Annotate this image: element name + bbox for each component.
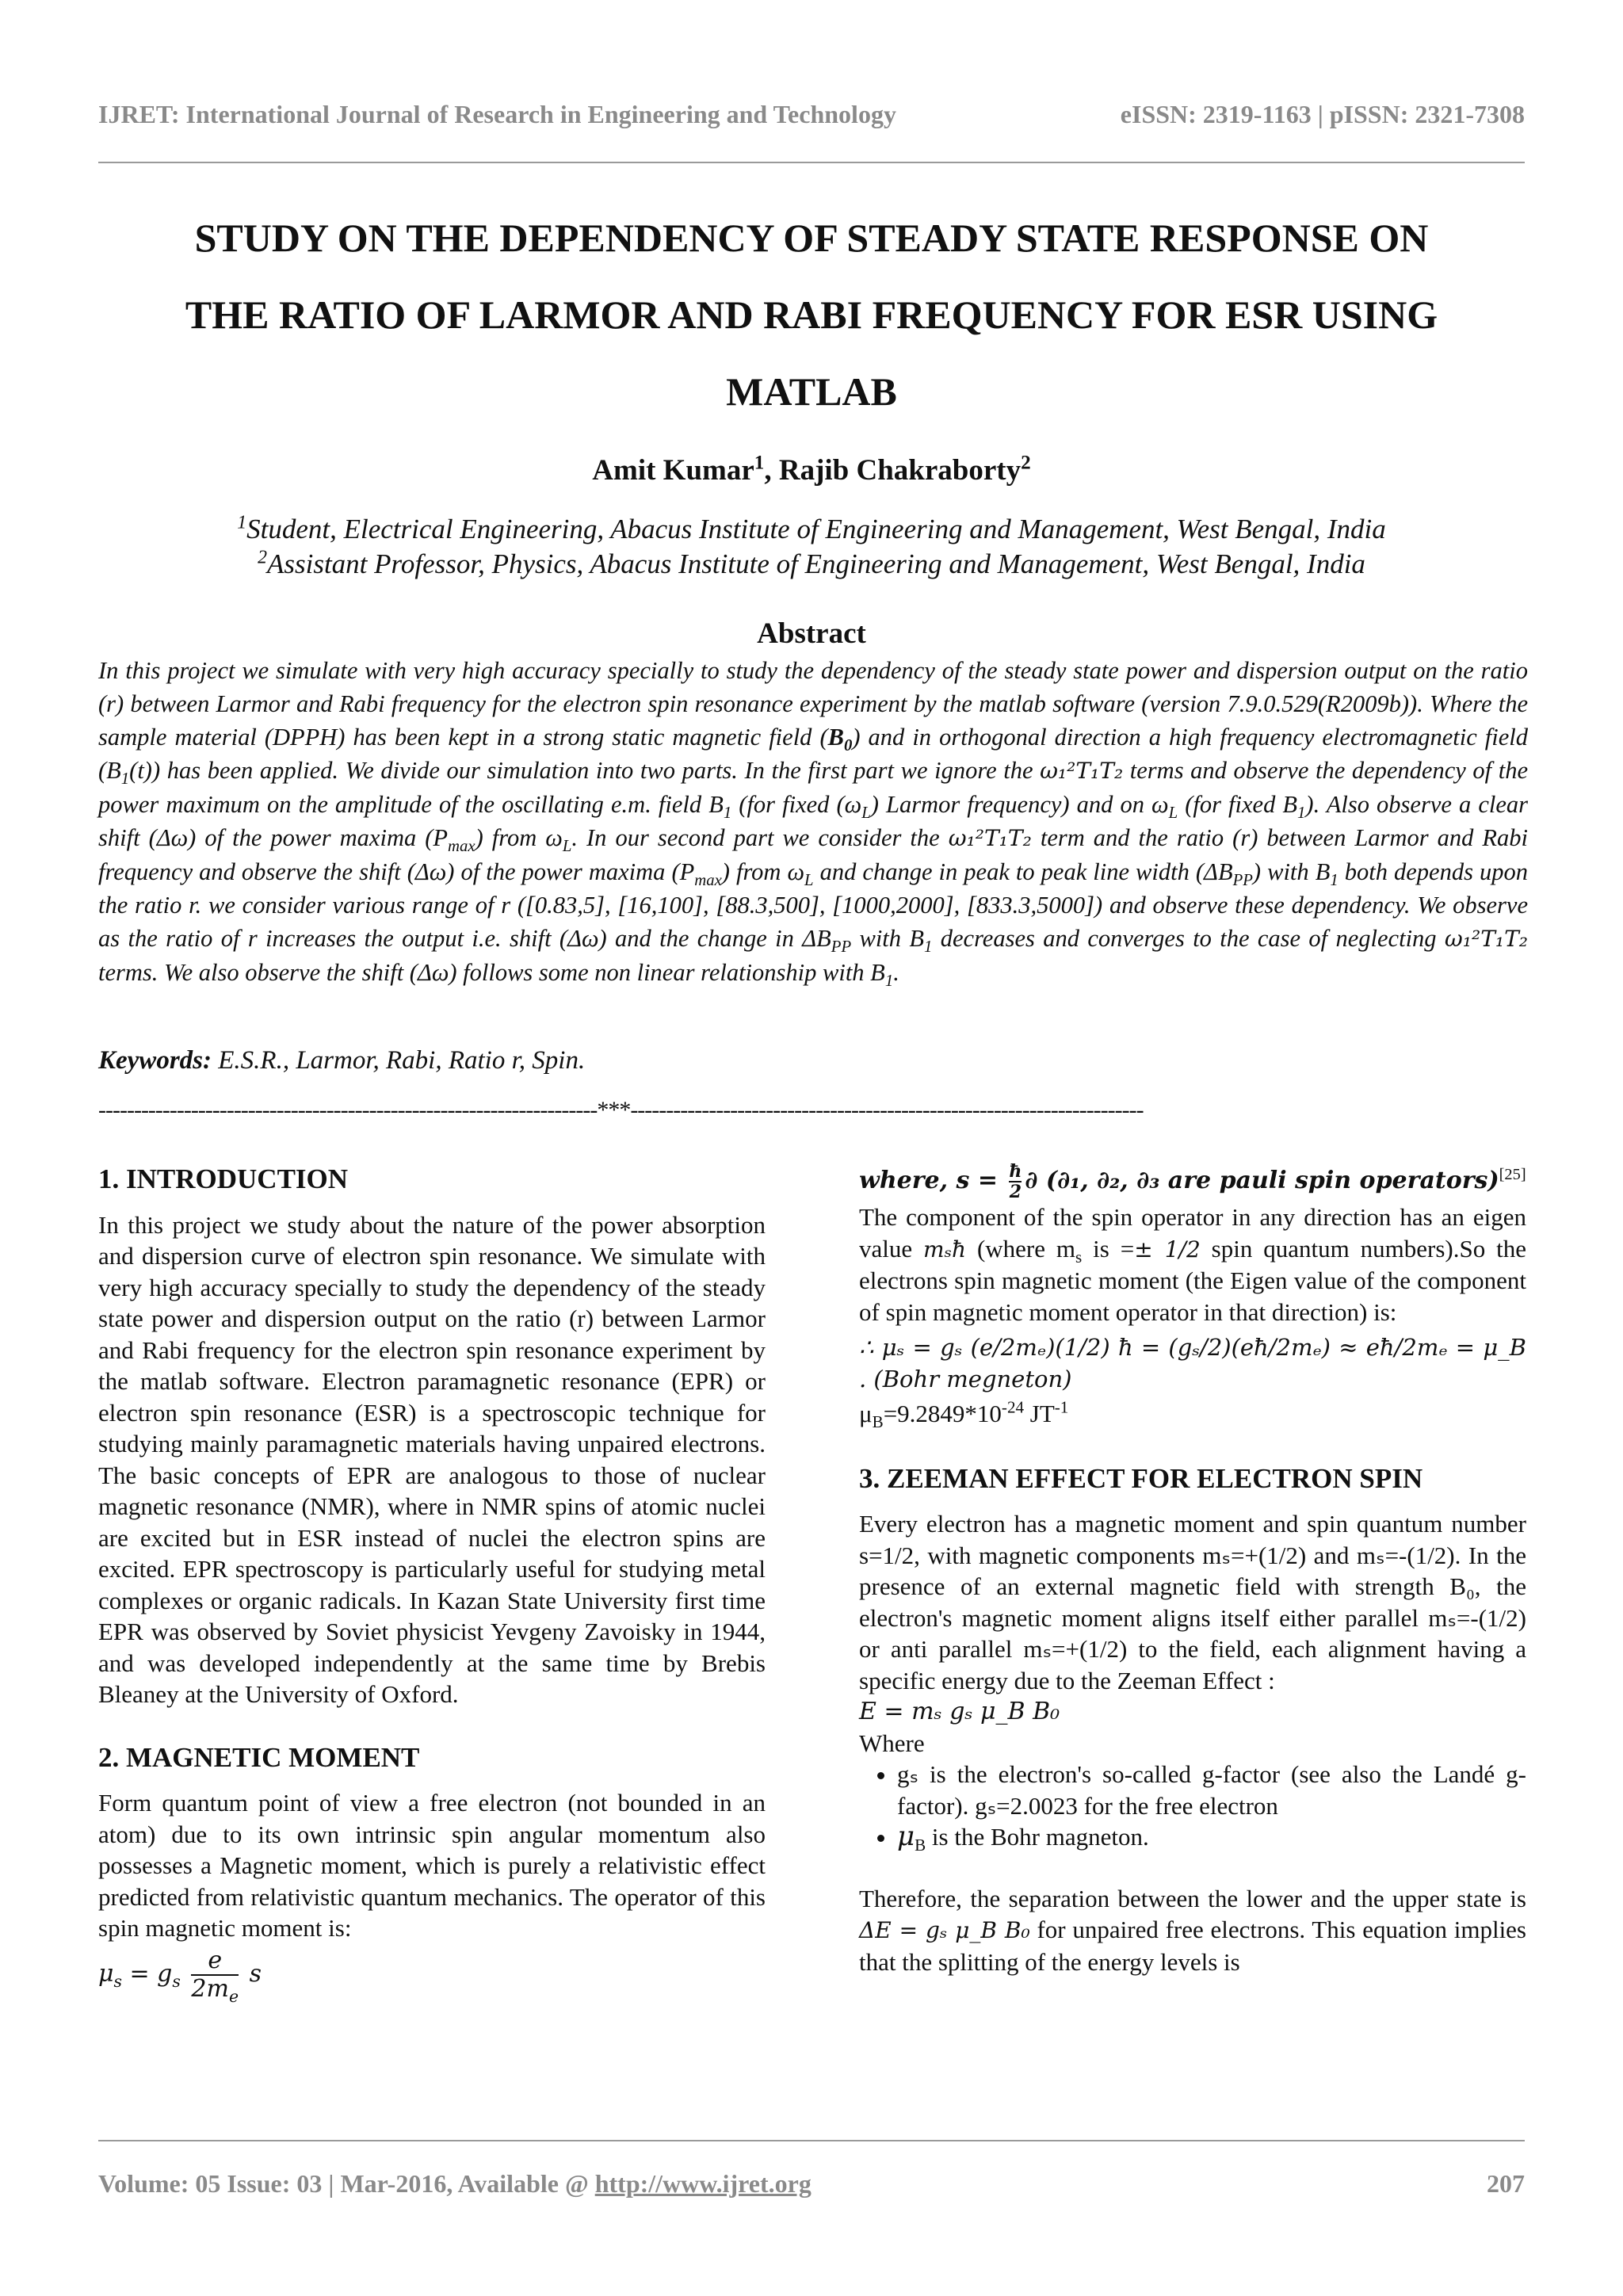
omega-term: ω₁²T₁T₂ bbox=[948, 825, 1032, 851]
omega-term: ω₁²T₁T₂ bbox=[1444, 926, 1528, 952]
affiliation-1 bbox=[98, 514, 1525, 545]
omega-term: ω₁²T₁T₂ bbox=[1040, 758, 1124, 784]
eigen-value-text: The component of the spin operator in any direction has an eigen value mₛħ (where $m_s$ is =± 1/2 spin quantum numbers).So the electrons spin magnetic moment (the Eigen value of the component of spin magnetic moment operator in that direction) is: bbox=[859, 1203, 1526, 1326]
list-item: • gₛ is the electron's so-called g-factor (see also the Landé g-factor). gₛ=2.0023 for the free electron bbox=[897, 1759, 1526, 1821]
spin-moment-equation: $\mu_s = g_s$ $\frac{e}{2m_e}$ s bbox=[98, 1946, 262, 2006]
section-2-text: Form quantum point of view a free electron (not bounded in an atom) due to its own intrinsic spin angular momentum also possesses a Magnetic moment, which is purely a relativistic effect predicted from relativistic quantum mechanics. The operator of this spin magnetic moment is: bbox=[98, 1789, 766, 1942]
author-1: Amit Kumar bbox=[592, 454, 754, 487]
affiliation-2-sup: 2 bbox=[258, 547, 267, 568]
section-3-heading: 3. ZEEMAN EFFECT FOR ELECTRON SPIN bbox=[859, 1462, 1423, 1494]
keywords-text: E.S.R., Larmor, Rabi, Ratio r, Spin. bbox=[212, 1046, 586, 1075]
title-line-1: STUDY ON THE DEPENDENCY OF STEADY STATE RESPONSE ON bbox=[194, 216, 1429, 260]
spin-operator-equation: where, s = $\frac{ħ}{2}$ ∂ (∂₁, ∂₂, ∂₃ are pauli spin operators)[25] bbox=[859, 1161, 1526, 1202]
bohr-magneton-equation: ∴ μₛ = gₛ (e/2mₑ)(1/2) ħ = (gₛ/2)(eħ/2mₑ) ≈ eħ/2mₑ = μ_B . (Bohr megneton) bbox=[859, 1334, 1526, 1392]
separation-text: Therefore, the separation between the lower and the upper state is ΔE = gₛ μ_B B₀ for unpaired free electrons. This equation implies that the splitting of the energy levels is bbox=[859, 1884, 1527, 1976]
journal-link[interactable]: http://www.ijret.org bbox=[594, 2169, 812, 2198]
zeeman-equation: E = mₛ gₛ μ_B B₀ bbox=[859, 1698, 1060, 1725]
reference-25: [25] bbox=[1499, 1166, 1526, 1183]
page-number: 207 bbox=[1487, 2169, 1525, 2198]
header-rule bbox=[98, 162, 1525, 163]
authors: Amit Kumar$^1$, Rajib Chakraborty$^2$ bbox=[592, 452, 1031, 487]
abstract-body: In this project we simulate with very high accuracy specially to study the dependency of the steady state power and dispersion output on the ratio (r) between Larmor and Rabi frequency for the electron spin resonance experiment by the matlab software (version 7.9.0.529(R2009b)). Where the sample material (DPPH) has been kept in a strong static magnetic field $(B_0)$ and in orthogonal direction a high frequency electromagnetic field $(B_1(t))$ has been applied. We divide our simulation into two parts. In the first part we ignore the ω₁²T₁T₂ terms and observe the dependency of the power maximum on the amplitude of the oscillating e.m. field $B_1$ (for fixed $(\omega_L)$ Larmor frequency) and on $\omega_L$ (for fixed $B_1$). Also observe a clear shift (Δω) of the power maxima $(P_{max})$ from $\omega_L$. In our second part we consider the ω₁²T₁T₂ term and the ratio (r) between Larmor and Rabi frequency and observe the shift (Δω) of the power maxima $(P_{max})$ from $\omega_L$ and change in peak to peak line width $(\Delta B_{PP})$ with $B_1$ both depends upon the ratio r. we consider various range of r ([0.83,5], [16,100], [88.3,500], [1000,2000], [833.3,5000]) and observe these dependency. We observe as the ratio of r increases the output i.e. shift (Δω) and the change in $\Delta B_{PP}$ with $B_1$ decreases and converges to the case of neglecting ω₁²T₁T₂ terms. We also observe the shift (Δω) follows some non linear relationship with $B_1$. bbox=[98, 657, 1528, 991]
issn: eISSN: 2319-1163 | pISSN: 2321-7308 bbox=[1120, 100, 1525, 128]
separator: ----------------------------------------------------------------------***------------------------------------------------------------------------ bbox=[98, 1097, 1144, 1123]
affiliation-1-sup: 1 bbox=[237, 512, 247, 533]
left-column bbox=[98, 1163, 766, 2006]
list-item: • $\mu_B$ is the Bohr magneton. bbox=[897, 1821, 1526, 1853]
abstract-heading: Abstract bbox=[757, 617, 866, 650]
keywords-label: Keywords: bbox=[98, 1046, 212, 1075]
right-column bbox=[859, 1162, 1526, 1977]
section-2-heading: 2. MAGNETIC MOMENT bbox=[98, 1741, 420, 1773]
paper-title bbox=[98, 200, 1525, 430]
author-2: Rajib Chakraborty bbox=[778, 454, 1022, 487]
author-2-sup: 2 bbox=[1021, 452, 1031, 474]
affiliation-1-text: Student, Electrical Engineering, Abacus Institute of Engineering and Management, West Bengal, India bbox=[246, 514, 1386, 544]
section-3-text: Every electron has a magnetic moment and spin quantum number s=1/2, with magnetic components mₛ=+(1/2) and mₛ=-(1/2). In the presence of an external magnetic field with strength B₀, the electron's magnetic moment aligns itself either parallel mₛ=-(1/2) or anti parallel mₛ=+(1/2) to the field, each alignment having a specific energy due to the Zeeman Effect : bbox=[859, 1510, 1526, 1694]
footer-volume: Volume: 05 Issue: 03 | Mar-2016, Available @ http://www.ijret.org bbox=[98, 2169, 812, 2198]
keywords bbox=[98, 1046, 585, 1075]
title-line-2: THE RATIO OF LARMOR AND RABI FREQUENCY FOR ESR USING bbox=[185, 292, 1438, 337]
affiliation-2-text: Assistant Professor, Physics, Abacus Institute of Engineering and Management, West Bengal, India bbox=[266, 548, 1365, 579]
where-label: Where bbox=[859, 1729, 925, 1757]
bohr-magneton-value: $\mu_B=9.2849*10^{-24}$ $JT^{-1}$ bbox=[859, 1397, 1069, 1432]
section-1-text: In this project we study about the nature of the power absorption and dispersion curve of electron spin resonance. We simulate with very high accuracy specially to study the dependency of the steady state power and dispersion output on the ratio (r) between Larmor and Rabi frequency for the electron spin resonance experiment by the matlab software. Electron paramagnetic resonance (EPR) or electron spin resonance (ESR) is a spectroscopic technique for studying mainly paramagnetic materials having unpaired electrons. The basic concepts of EPR are analogous to those of nuclear magnetic resonance (NMR), where in NMR spins of atomic nuclei are excited but in ESR instead of nuclei the electron spins are excited. EPR spectroscopy is particularly useful for studying metal complexes or organic radicals. In Kazan State University first time EPR was observed by Soviet physicist Yevgeny Zavoisky in 1944, and was developed independently at the same time by Brebis Bleaney at the University of Oxford. bbox=[98, 1210, 766, 1708]
author-1-sup: 1 bbox=[754, 452, 765, 474]
definitions-list bbox=[859, 1759, 1526, 1853]
section-1-heading: 1. INTRODUCTION bbox=[98, 1163, 349, 1194]
title-line-3: MATLAB bbox=[726, 369, 897, 414]
footer-rule bbox=[98, 2140, 1525, 2141]
journal-name: IJRET: International Journal of Research in Engineering and Technology bbox=[98, 100, 896, 128]
affiliation-2 bbox=[98, 548, 1525, 580]
